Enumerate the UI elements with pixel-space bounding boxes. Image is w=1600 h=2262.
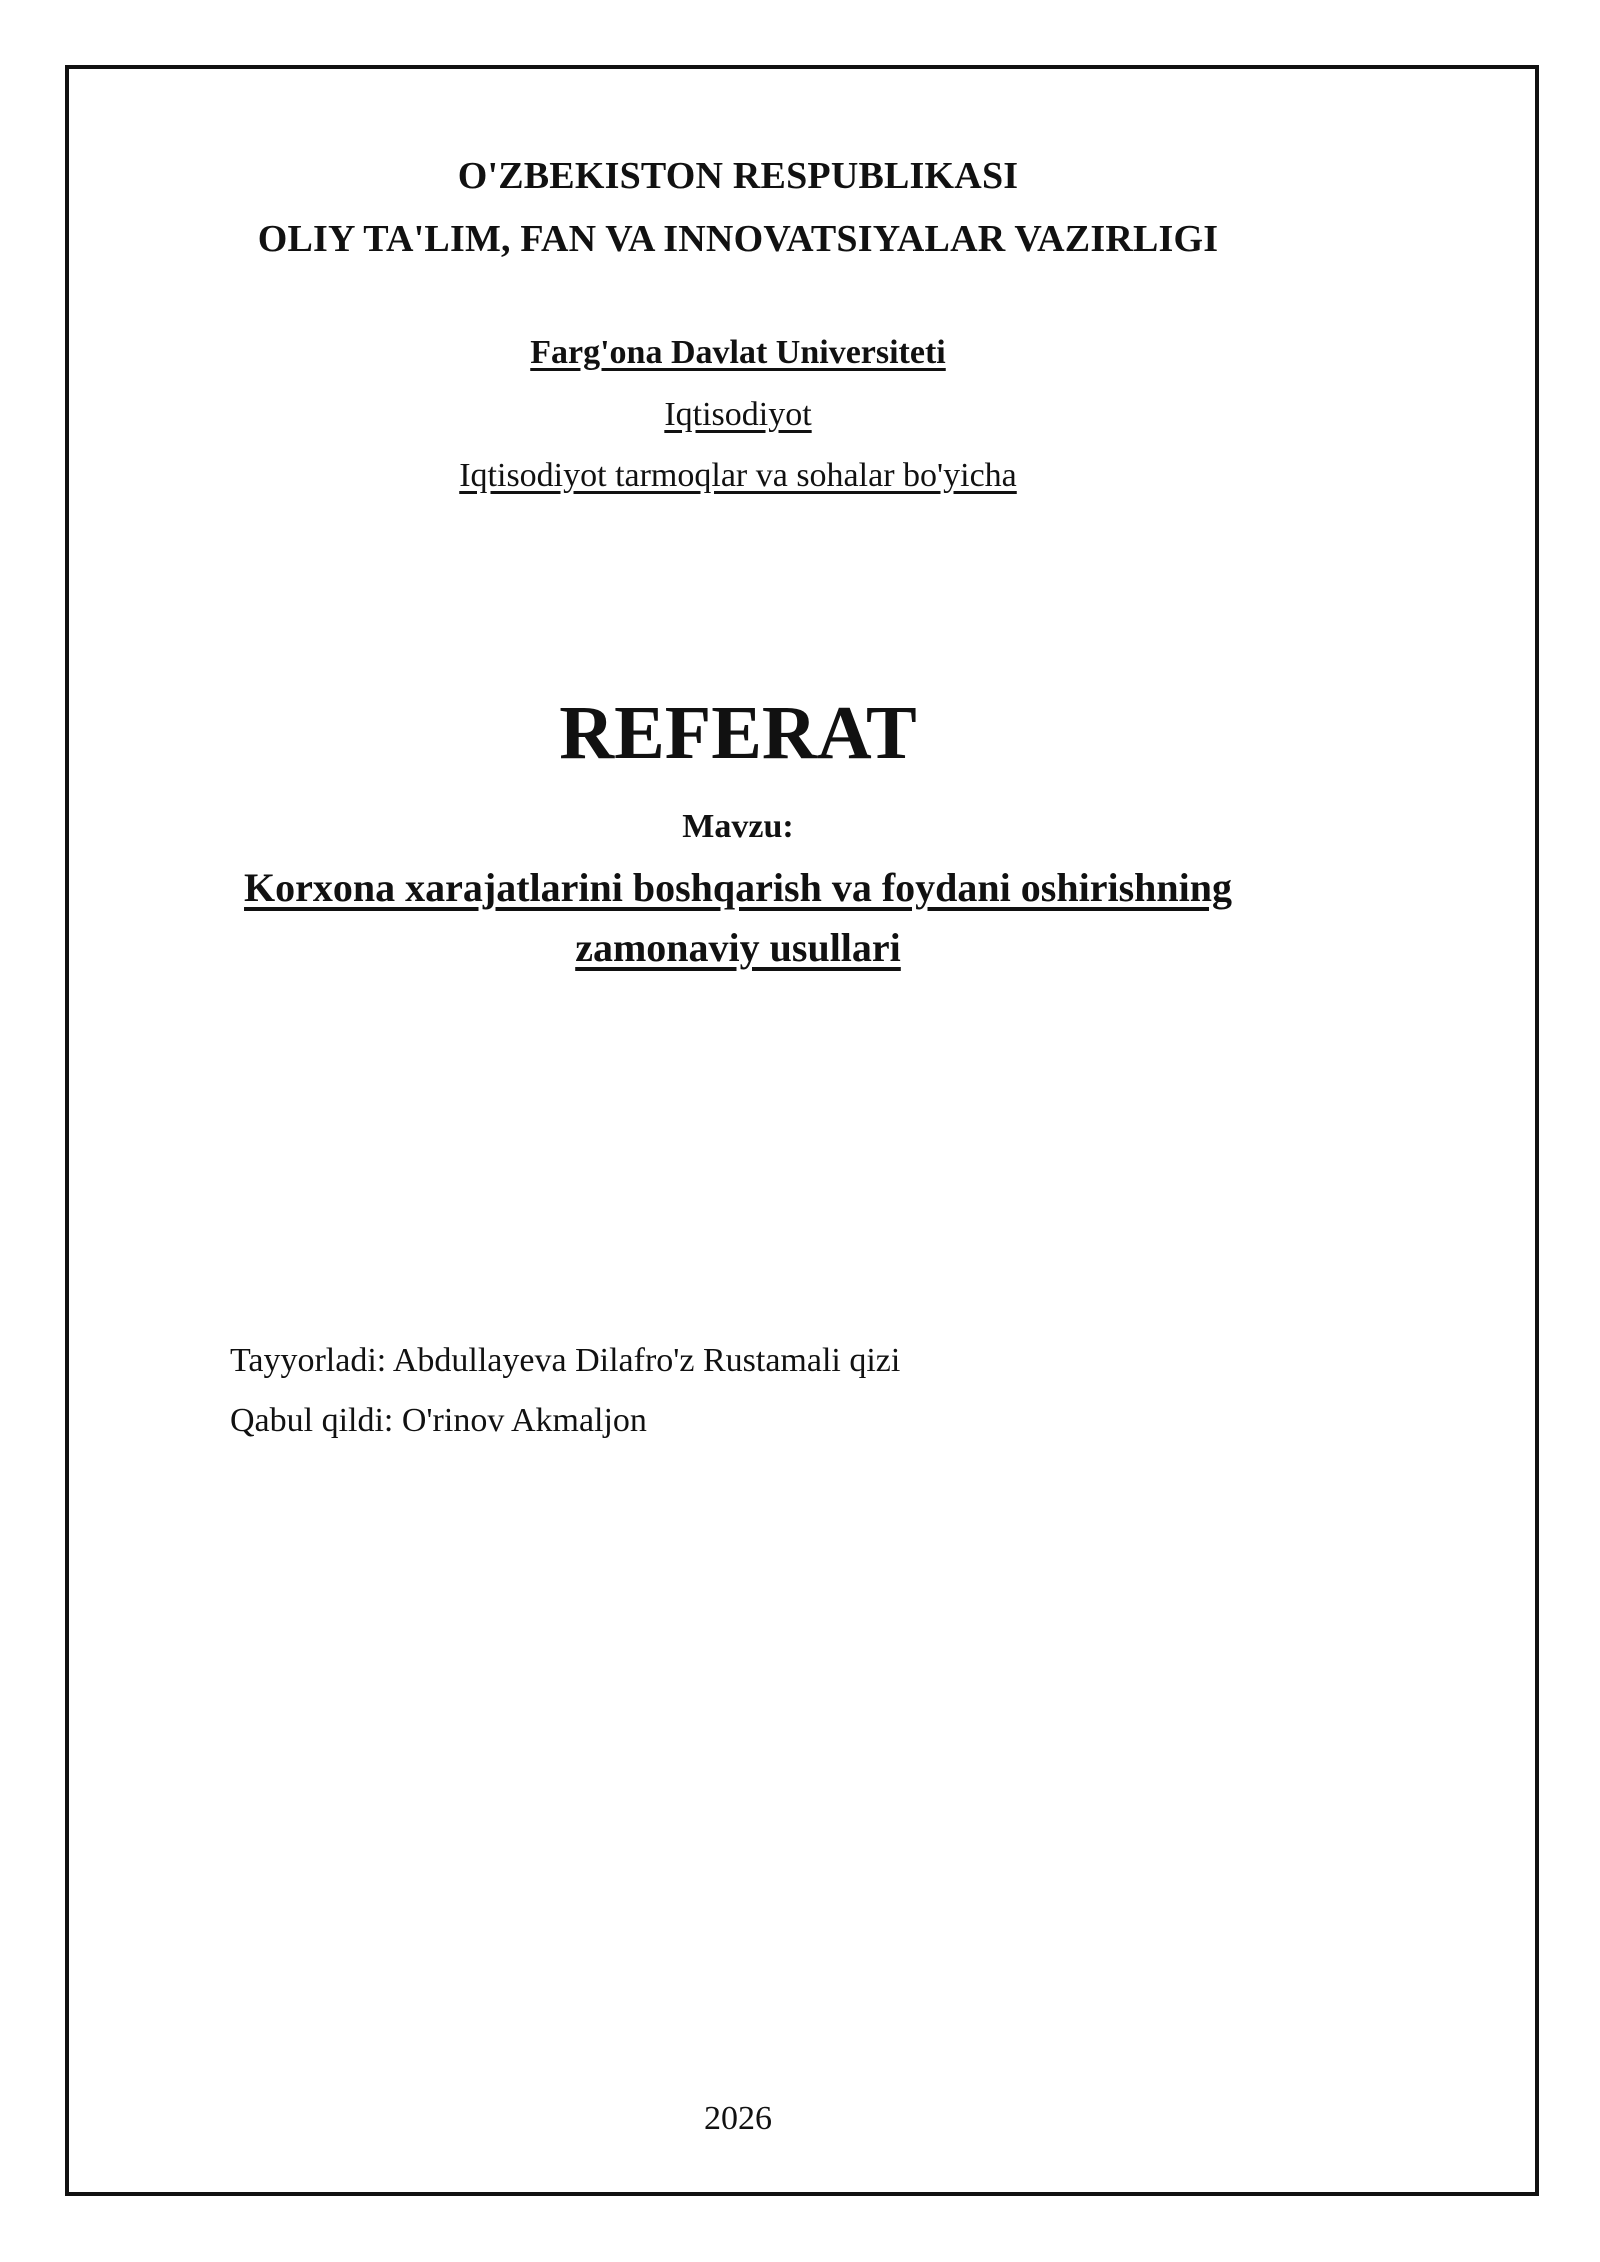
accepted-by: Qabul qildi: O'rinov Akmaljon [230,1402,647,1439]
ministry-title: OLIY TA'LIM, FAN VA INNOVATSIYALAR VAZIRLIGI [257,218,1219,260]
topic-title: Korxona xarajatlarini boshqarish va foydani oshirishning zamonaviy usullari [244,865,1232,970]
page-border [65,65,1539,2196]
faculty-name: Iqtisodiyot [664,396,812,433]
specialty-name: Iqtisodiyot tarmoqlar va sohalar bo'yicha [459,457,1017,494]
country-title: O'ZBEKISTON RESPUBLIKASI [457,155,1019,197]
university-name: Farg'ona Davlat Universiteti [530,334,946,371]
year: 2026 [704,2100,772,2137]
topic-label: Mavzu: [682,808,794,845]
document-type-title: REFERAT [559,691,917,775]
prepared-by: Tayyorladi: Abdullayeva Dilafro'z Rustamali qizi [230,1342,901,1379]
